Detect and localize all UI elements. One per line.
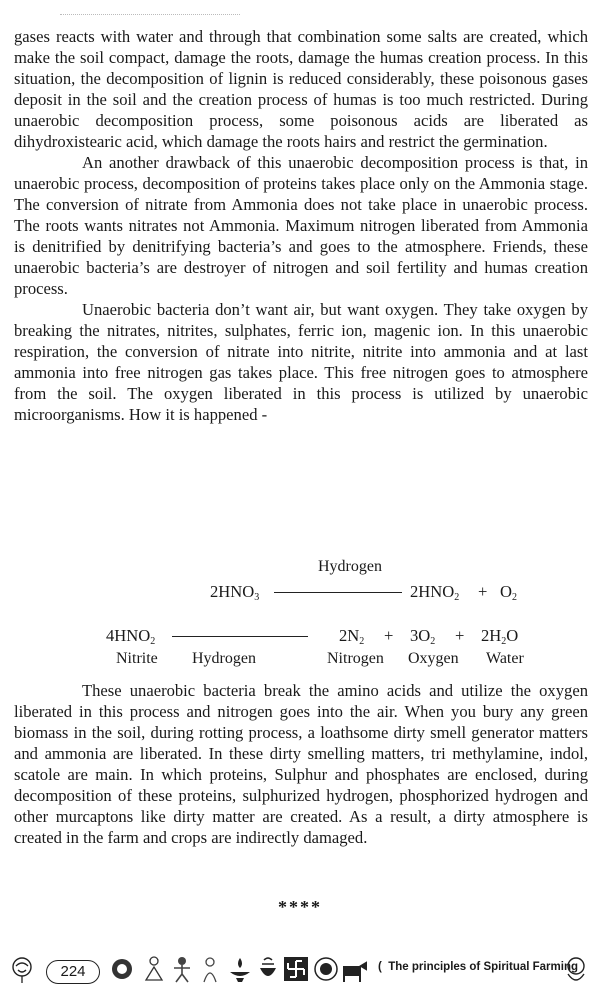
eq2-label-hydrogen: Hydrogen bbox=[192, 650, 256, 667]
eq2-label-water: Water bbox=[486, 650, 524, 667]
page-number: 224 bbox=[46, 960, 100, 984]
eq2-product-3: $2H_2O$ bbox=[481, 626, 519, 647]
kalash-icon bbox=[254, 954, 282, 984]
page-footer bbox=[0, 948, 600, 992]
eq1-catalyst: Hydrogen bbox=[318, 558, 382, 575]
deity-face-icon bbox=[108, 954, 136, 984]
body-text bbox=[14, 26, 588, 425]
sage-portrait-icon bbox=[562, 954, 590, 984]
scan-artifact bbox=[60, 14, 240, 19]
eq1-product-1: $2HNO_2$ bbox=[410, 582, 460, 603]
eq1-plus: + bbox=[478, 582, 488, 601]
body-text-2 bbox=[14, 680, 588, 848]
sun-icon bbox=[312, 954, 340, 984]
section-separator: **** bbox=[278, 897, 322, 917]
paragraph-2: An another drawback of this unaerobic decomposition process is that, in unaerobic process, decomposition of proteins takes place only on the Ammonia stage. The conversion of nitrate from Ammonia does not take place in unaerobic process. The roots wants nitrates not Ammonia. Maximum nitrogen liberated from Ammonia is denitrified by denitrifying bacteria’s and goes to the atmosphere. Friends, these unaerobic bacteria’s are destroyer of nitrogen and soil fertility and humas creation process. bbox=[14, 153, 588, 298]
eq2-plus-1: + bbox=[384, 626, 394, 645]
eq2-reactant: $4HNO_2$ bbox=[106, 626, 156, 647]
swastika-icon bbox=[282, 954, 310, 984]
paragraph-3: Unaerobic bacteria don’t want air, but want oxygen. They take oxygen by breaking the nitrates, nitrites, sulphates, ferric ion, magenic ion. In this unaerobic respiration, the conversion of nitrate into nitrite, nitrite into ammonia and at last ammonia into free nitrogen gas takes place. This free nitrogen goes to atmosphere from the soil. The oxygen liberated in this process is utilized by unaerobic microorganisms. How it is happened - bbox=[14, 300, 588, 424]
dancing-figure-icon bbox=[168, 954, 196, 984]
book-title: ( The principles of Spiritual Farming bbox=[378, 961, 579, 973]
sage-face-icon bbox=[8, 954, 36, 984]
eq2-plus-2: + bbox=[455, 626, 465, 645]
figure-icon bbox=[196, 954, 224, 984]
paragraph-1: gases reacts with water and through that combination some salts are created, which make the soil compact, damage the roots, damage the humas creation process. In this situation, the decomposition of lignin is reduced considerably, these poisonous gases deposit in the soil and the creation process of humas is too much restricted. During unaerobic decomposition process, some poisonous acids are liberated as dihydroxistearic acid, which damage the roots hairs and restrict the germination. bbox=[14, 27, 588, 151]
eq1-reactant: $2HNO_3$ bbox=[210, 582, 260, 603]
oil-lamp-icon bbox=[226, 954, 254, 984]
eq1-product-2: $O_2$ bbox=[500, 582, 517, 603]
eq2-label-oxygen: Oxygen bbox=[408, 650, 459, 667]
eq2-product-2: $3O_2$ bbox=[410, 626, 436, 647]
eq2-label-nitrogen: Nitrogen bbox=[327, 650, 384, 667]
cow-icon bbox=[340, 954, 368, 984]
seated-figure-icon bbox=[140, 954, 168, 984]
eq2-label-nitrite: Nitrite bbox=[116, 650, 158, 667]
eq2-product-1: $2N_2$ bbox=[339, 626, 365, 647]
paragraph-4: These unaerobic bacteria break the amino acids and utilize the oxygen liberated in this process and nitrogen goes into the air. When you bury any green biomass in the soil, during rotting process, a loathsome dirty smell generator matters and ammonia are liberated. In these dirty smelling matters, tri methylamine, indol, scatole are main. In which proteins, Sulphur and phosphates are enclosed, during decomposition of these proteins, sulphurized hydrogen, phosphorized hydrogen and other murcaptons like dirty matter are created. As a result, a dirty atmosphere is created in the farm and crops are indirectly damaged. bbox=[14, 681, 588, 847]
